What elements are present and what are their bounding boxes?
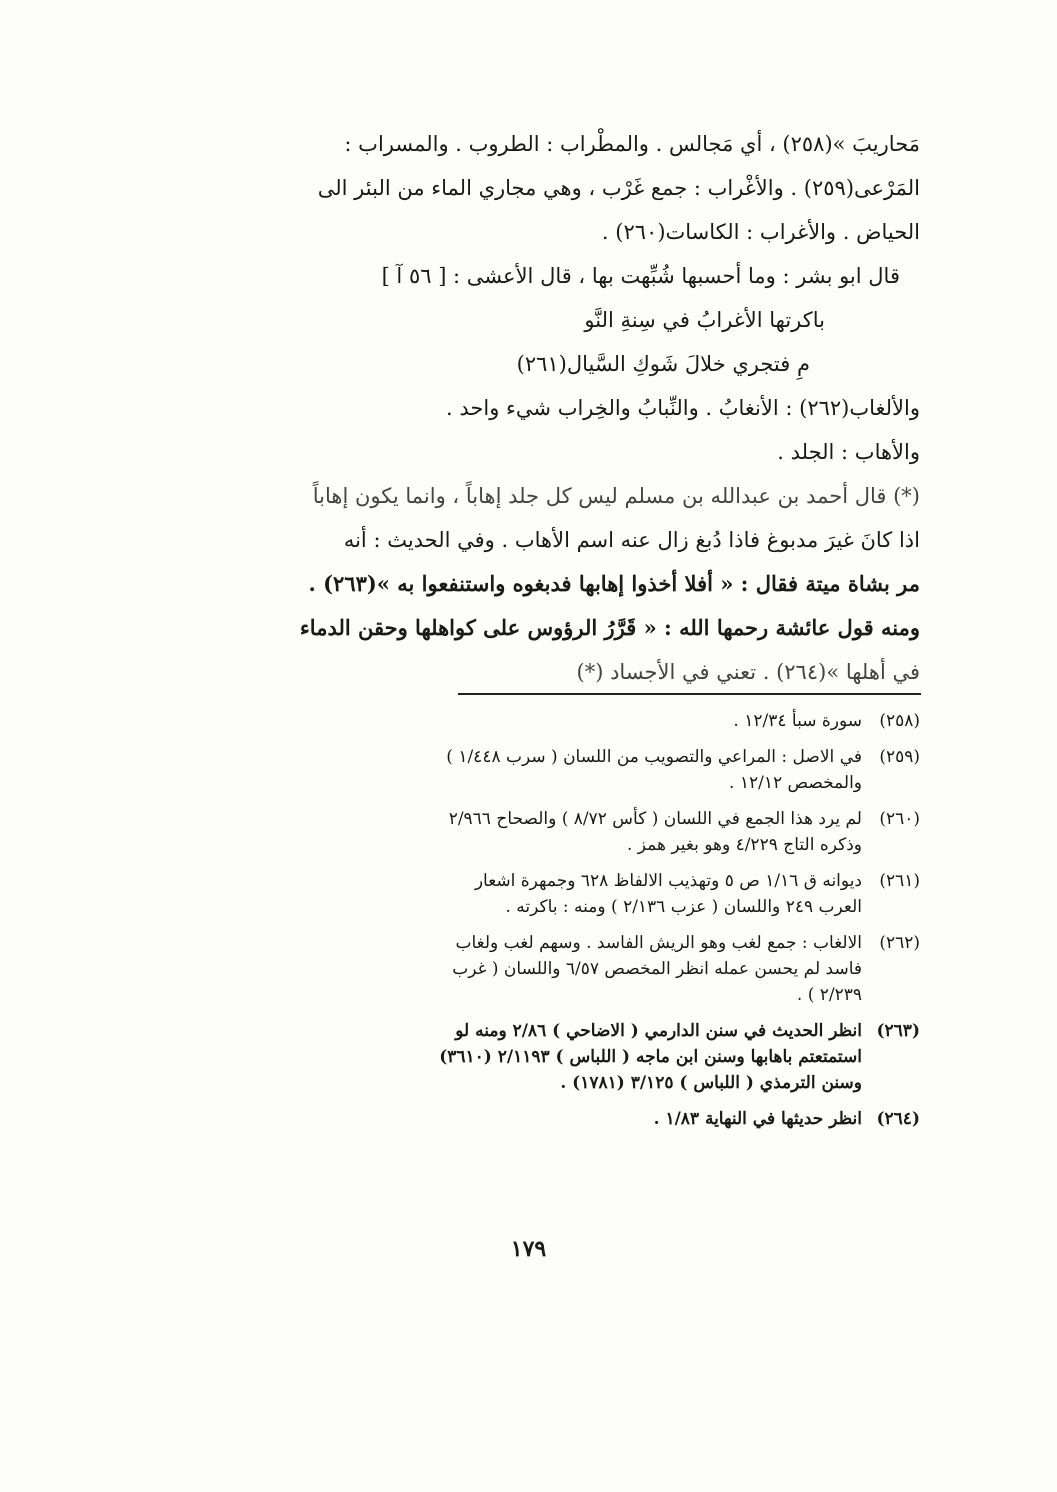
footnote-text xyxy=(195,868,862,920)
verse-line: باكرتها الأغرابُ في سِنةِ النَّو xyxy=(584,308,825,332)
inserted-note-line: اذا كانَ غيرَ مدبوغ فاذا دُبغ زال عنه اسم الأهاب . وفي الحديث : أنه xyxy=(343,528,920,552)
footnote-text xyxy=(195,1018,862,1096)
footnote-line: وسنن الترمذي ( اللباس ) ٣/١٢٥ (١٧٨١) . xyxy=(560,1073,862,1093)
inserted-note-line: (*) قال أحمد بن عبدالله بن مسلم ليس كل جلد إهاباً ، وانما يكون إهاباً xyxy=(312,484,920,508)
inserted-note-line: في أهلها »(٢٦٤) . تعني في الأجساد (*) xyxy=(576,660,920,684)
footnote-line: في الاصل : المراعي والتصويب من اللسان ( سرب ١/٤٤٨ ) xyxy=(446,747,862,767)
footnote-line: العرب ٢٤٩ واللسان ( عزب ٢/١٣٦ ) ومنه : باكرته . xyxy=(505,897,862,917)
verse-intro: قال ابو بشر : وما أحسبها شُبِّهت بها ، قال الأعشى : [ ٥٦ آ ] xyxy=(381,264,900,288)
footnote-258 xyxy=(195,708,920,734)
footnote-text xyxy=(195,930,862,1008)
footnote-number: (٢٥٩) xyxy=(879,747,920,767)
footnote-261 xyxy=(195,868,920,920)
main-text xyxy=(195,122,920,694)
footnote-text xyxy=(195,744,862,796)
inserted-note-line: ومنه قول عائشة رحمها الله : « قَرَّرُ الرؤوس على كواهلها وحقن الدماء xyxy=(299,615,920,640)
footnote-line: ٢/٢٣٩ ) . xyxy=(796,985,862,1005)
footnote-number: (٢٦١) xyxy=(879,871,920,891)
text-line: الحياض . والأغراب : الكاسات(٢٦٠) . xyxy=(601,220,920,244)
footnote-line: وذكره التاج ٤/٢٢٩ وهو بغير همز . xyxy=(626,835,862,855)
footnote-text xyxy=(195,1106,862,1132)
footnote-line: لم يرد هذا الجمع في اللسان ( كأس ٨/٧٢ ) والصحاح ٢/٩٦٦ xyxy=(448,809,862,829)
footnotes xyxy=(195,708,920,1142)
footnote-line: انظر الحديث في سنن الدارمي ( الاضاحي ) ٢/٨٦ ومنه لو xyxy=(455,1021,862,1041)
footnote-number: (٢٦٣) xyxy=(876,1021,920,1041)
footnote-number: (٢٦٠) xyxy=(879,809,920,829)
footnote-line: استمتعتم باهابها وسنن ابن ماجه ( اللباس ) ٢/١١٩٣ (٣٦١٠) xyxy=(439,1047,862,1067)
footnote-263 xyxy=(195,1018,920,1096)
footnote-line: سورة سبأ ١٢/٣٤ . xyxy=(733,711,862,731)
footnote-line: الالغاب : جمع لغب وهو الريش الفاسد . وسهم لغب ولغاب xyxy=(455,933,862,953)
text-line: والألغاب(٢٦٢) : الأنغابُ . والنِّبابُ والخِراب شيء واحد . xyxy=(446,396,920,420)
footnote-number: (٢٦٢) xyxy=(879,933,920,953)
text-line: والأهاب : الجلد . xyxy=(777,440,920,464)
page-number: ١٧٩ xyxy=(510,1236,547,1262)
footnote-line: ديوانه ق ١/١٦ ص ٥ وتهذيب الالفاظ ٦٢٨ وجمهرة اشعار xyxy=(474,871,862,891)
footnote-divider xyxy=(458,693,921,695)
footnote-number: (٢٦٤) xyxy=(876,1109,920,1129)
footnote-line: والمخصص ١٢/١٢ . xyxy=(729,773,862,793)
footnote-264 xyxy=(195,1106,920,1132)
footnote-262 xyxy=(195,930,920,1008)
footnote-line: فاسد لم يحسن عمله انظر المخصص ٦/٥٧ واللسان ( غرب xyxy=(452,959,862,979)
footnote-260 xyxy=(195,806,920,858)
footnote-line: انظر حديثها في النهاية ١/٨٣ . xyxy=(653,1109,862,1129)
footnote-259 xyxy=(195,744,920,796)
text-line: مَحاريبَ »(٢٥٨) ، أي مَجالس . والمطْراب : الطروب . والمسراب : xyxy=(344,132,920,156)
verse-line: مِ فتجري خلالَ شَوكِ السَّيال(٢٦١) xyxy=(516,352,810,376)
footnote-number: (٢٥٨) xyxy=(879,711,920,731)
footnote-text xyxy=(195,806,862,858)
text-line: المَرْعى(٢٥٩) . والأغْراب : جمع غَرْب ، وهي مجاري الماء من البئر الى xyxy=(317,176,920,200)
footnote-text xyxy=(195,708,862,734)
inserted-note-line: مر بشاة ميتة فقال : « أفلا أخذوا إهابها فدبغوه واستنفعوا به »(٢٦٣) . xyxy=(308,571,920,596)
